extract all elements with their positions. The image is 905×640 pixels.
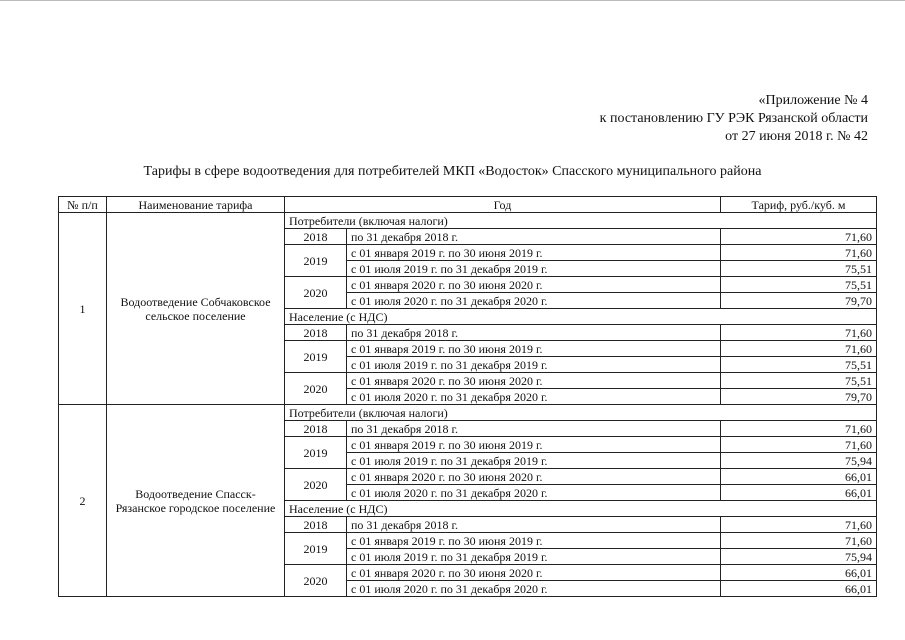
period-cell: по 31 декабря 2018 г. [347,421,721,437]
table-body [59,213,877,597]
tariff-value-cell: 79,70 [721,293,877,309]
tariff-value-cell: 71,60 [721,325,877,341]
tariff-value-cell: 79,70 [721,389,877,405]
tariff-name: Водоотведение Собчаковское сельское поселение [107,213,285,405]
period-cell: с 01 января 2019 г. по 30 июня 2019 г. [347,437,721,453]
period-cell: с 01 июля 2020 г. по 31 декабря 2020 г. [347,581,721,597]
header-name: Наименование тарифа [107,197,285,213]
tariff-value-cell: 66,01 [721,469,877,485]
period-cell: по 31 декабря 2018 г. [347,325,721,341]
period-cell: с 01 июля 2020 г. по 31 декабря 2020 г. [347,293,721,309]
header-tariff: Тариф, руб./куб. м [721,197,877,213]
year-cell: 2018 [285,229,347,245]
tariff-value-cell: 71,60 [721,421,877,437]
period-cell: с 01 января 2019 г. по 30 июня 2019 г. [347,533,721,549]
year-cell: 2019 [285,341,347,373]
year-cell: 2019 [285,437,347,469]
row-number: 2 [59,405,107,597]
tariff-value-cell: 71,60 [721,533,877,549]
period-cell: с 01 июля 2019 г. по 31 декабря 2019 г. [347,357,721,373]
tariff-value-cell: 75,51 [721,373,877,389]
tariff-name: Водоотведение Спасск-Рязанское городское поселение [107,405,285,597]
year-cell: 2018 [285,517,347,533]
year-cell: 2018 [285,421,347,437]
year-cell: 2020 [285,565,347,597]
period-cell: с 01 июля 2019 г. по 31 декабря 2019 г. [347,453,721,469]
group-row [59,213,877,229]
header-num: № п/п [59,197,107,213]
period-cell: по 31 декабря 2018 г. [347,229,721,245]
tariff-value-cell: 71,60 [721,229,877,245]
header-year: Год [285,197,721,213]
tariff-value-cell: 75,51 [721,261,877,277]
year-cell: 2019 [285,533,347,565]
tariff-value-cell: 71,60 [721,341,877,357]
tariff-value-cell: 75,51 [721,357,877,373]
period-cell: с 01 января 2020 г. по 30 июня 2020 г. [347,469,721,485]
consumer-group-label: Потребители (включая налоги) [285,405,877,421]
consumer-group-label: Население (с НДС) [285,309,877,325]
consumer-group-label: Население (с НДС) [285,501,877,517]
year-cell: 2019 [285,245,347,277]
tariff-table [58,196,877,597]
appendix-line-1: «Приложение № 4 [758,93,868,108]
period-cell: по 31 декабря 2018 г. [347,517,721,533]
consumer-group-label: Потребители (включая налоги) [285,213,877,229]
tariff-value-cell: 75,94 [721,453,877,469]
tariff-value-cell: 71,60 [721,245,877,261]
appendix-header [600,92,868,146]
period-cell: с 01 января 2020 г. по 30 июня 2020 г. [347,277,721,293]
row-number: 1 [59,213,107,405]
year-cell: 2020 [285,373,347,405]
tariff-value-cell: 66,01 [721,581,877,597]
page-top-border [0,0,905,1]
tariff-value-cell: 66,01 [721,485,877,501]
year-cell: 2018 [285,325,347,341]
period-cell: с 01 июля 2019 г. по 31 декабря 2019 г. [347,549,721,565]
period-cell: с 01 января 2020 г. по 30 июня 2020 г. [347,373,721,389]
year-cell: 2020 [285,469,347,501]
year-cell: 2020 [285,277,347,309]
tariff-value-cell: 66,01 [721,565,877,581]
tariff-value-cell: 71,60 [721,517,877,533]
tariff-value-cell: 71,60 [721,437,877,453]
tariff-value-cell: 75,51 [721,277,877,293]
group-row [59,405,877,421]
period-cell: с 01 июля 2020 г. по 31 декабря 2020 г. [347,485,721,501]
period-cell: с 01 января 2019 г. по 30 июня 2019 г. [347,245,721,261]
appendix-line-3: от 27 июня 2018 г. № 42 [725,129,868,144]
appendix-line-2: к постановлению ГУ РЭК Рязанской области [599,111,868,126]
document-title: Тарифы в сфере водоотведения для потребителей МКП «Водосток» Спасского муниципального района [143,164,762,179]
period-cell: с 01 января 2019 г. по 30 июня 2019 г. [347,341,721,357]
tariff-value-cell: 75,94 [721,549,877,565]
period-cell: с 01 января 2020 г. по 30 июня 2020 г. [347,565,721,581]
period-cell: с 01 июля 2019 г. по 31 декабря 2019 г. [347,261,721,277]
table-header-row [59,197,877,213]
period-cell: с 01 июля 2020 г. по 31 декабря 2020 г. [347,389,721,405]
